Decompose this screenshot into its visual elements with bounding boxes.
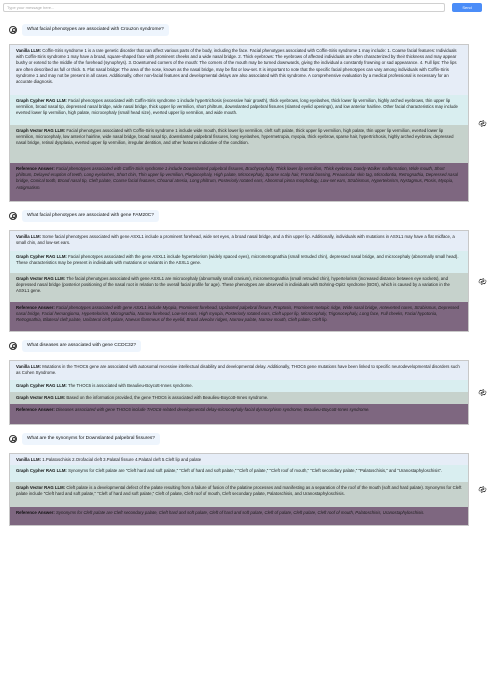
- vanilla-label: Vanilla LLM:: [16, 364, 42, 369]
- question-row: [0, 425, 503, 453]
- vector-answer-text: The facial phenotypes associated with gene ASXL1 are microcephaly (abnormally small cranium), micrometrognathia (small retruded chin), hypertelorism (increased distance between eye sockets), and depressed nasal bridge (posterior positioning of the nasal root in relation to the overall facial profile for age). These phenotypes are observed in individuals with Bohring-Opitz syndrome (BOS), which is caused by a variation in the ASXL1 gene.: [16, 276, 450, 294]
- reference-answer-box: [10, 163, 468, 201]
- vector-label: Graph Vector RAG LLM:: [16, 276, 66, 281]
- cypher-answer-text: Facial phenotypes associated with the gene ASXL1 include hypertelorism (widely spaced eyes), micrometrognathia (small retruded chin), depressed nasal bridge, and microcephaly (abnormally small head). These characteristics may be present in individuals with mutations or variants in the ASXL1 gene.: [16, 254, 459, 266]
- reference-label: Reference Answer:: [16, 407, 55, 412]
- vanilla-answer-box: [10, 454, 468, 465]
- vector-label: Graph Vector RAG LLM:: [16, 485, 66, 490]
- assistant-logo-icon: [478, 277, 487, 286]
- question-row: [0, 332, 503, 360]
- reference-label: Reference Answer:: [16, 166, 55, 171]
- question-row: [0, 16, 503, 44]
- answer-panel: [9, 44, 469, 202]
- reference-answer-box: [10, 404, 468, 424]
- cypher-answer-box: [10, 251, 468, 273]
- reference-label: Reference Answer:: [16, 510, 55, 515]
- answer-panel: [9, 453, 469, 526]
- cypher-answer-text: Synonyms for Cleft palate are "Cleft hard and soft palate," "Cleft of hard and soft palate," "Cleft of palate," "Cleft roof of mouth," "Cleft secondary palate," "Palatoschisis," and "Uranostaphyloschisis".: [68, 468, 443, 473]
- vector-label: Graph Vector RAG LLM:: [16, 128, 66, 133]
- assistant-logo-icon: [478, 485, 487, 494]
- user-avatar-icon: [9, 26, 17, 34]
- vanilla-answer-text: 1.Palatoschisis 2.Orofacial cleft 3.Palatal fissure 4.Palatal cleft 5.Cleft lip and palate: [42, 457, 202, 462]
- question-row: [0, 202, 503, 230]
- reference-answer-text: Synonyms for Cleft palate are Cleft secondary palate, Cleft hard and soft palate, Cleft of hard and soft palate, Cleft of palate, Cleft palate, Cleft roof of mouth, Palatoschisis, Uranostaphyloschisis.: [55, 510, 425, 515]
- question-bubble: What facial phenotypes are associated with gene FAM20C?: [22, 210, 159, 222]
- vanilla-label: Vanilla LLM:: [16, 48, 42, 53]
- cypher-label: Graph Cypher RAG LLM:: [16, 254, 67, 259]
- chat-transcript: [0, 16, 503, 526]
- vector-answer-text: Based on the information provided, the gene THOC6 is associated with Beaulieu-Boycott-Innes syndrome.: [66, 395, 269, 400]
- question-bubble: What are the synonyms for Downslanted palpebral fissures?: [22, 433, 160, 445]
- cypher-label: Graph Cypher RAG LLM:: [16, 98, 67, 103]
- vector-answer-box: [10, 273, 468, 302]
- vector-answer-box: [10, 125, 468, 163]
- cypher-answer-text: The THOC6 is associated with Beaulieu-Boycott-Innes syndrome.: [67, 383, 193, 388]
- user-avatar-icon: [9, 342, 17, 350]
- vanilla-answer-box: [10, 45, 468, 95]
- question-bubble: What facial phenotypes are associated with Crouzon syndrome?: [22, 24, 169, 36]
- cypher-answer-box: [10, 95, 468, 125]
- vector-answer-text: Facial phenotypes associated with Coffin-Siris syndrome 1 include wide mouth, thick lower lip vermilion, cleft soft palate, thick upper lip vermilion, high palate, thin upper lip vermilion, everted lower lip vermilion, microcephaly, low anterior hairline, wide nasal bridge, broad nasal tip, downslanted palpebral fissures, long eyelashes, hypermetropia, myopia, thick eyebrow, sparse hair, hypertrichosis, highly arched eyebrow, depressed nasal bridge, retinal dysplasia, everted upper lip vermilion, irregular dentition, and other features indicative of the condition.: [16, 128, 454, 146]
- user-avatar-icon: [9, 212, 17, 220]
- vanilla-label: Vanilla LLM:: [16, 234, 42, 239]
- reference-answer-text: Facial phenotypes associated with gene ASXL1 include Myopia, Prominent forehead, Upslanted palpebral fissure, Proptosis, Prominent metopic ridge, Wide nasal bridge, Anteverted nares, Strabismus, Depressed nasal bridge, Facial hemangioma, Hypertelorism, Micrognathia, Narrow forehead, Low-set ears, High myopia, Posteriorly rotated ears, Cleft upper lip, Microcephaly, Trigonocephaly, Long face, Full cheeks, Facial hypotonia, Retrognathia, Bilateral cleft palate, Unilateral cleft palate, Naevus flammeus of the eyelid, Broad alveolar ridges, Narrow palate, Narrow mouth, Cleft palate, Cleft lip.: [16, 305, 460, 323]
- reference-answer-box: [10, 302, 468, 331]
- vanilla-answer-text: Some facial phenotypes associated with gene ASXL1 include a prominent forehead, wide set eyes, a broad nasal bridge, and a thin upper lip. Additionally, individuals with mutations in ASXL1 may have a flat midface, a small chin, and low-set ears.: [16, 234, 455, 246]
- cypher-answer-box: [10, 380, 468, 392]
- reference-answer-text: Diseases associated with gene THOC6 include THOC6-related developmental delay-microcephaly-facial dysmorphism syndrome, Beaulieu-Boycott-Innes syndrome.: [55, 407, 370, 412]
- message-input[interactable]: [3, 3, 445, 12]
- vanilla-answer-box: [10, 231, 468, 251]
- cypher-label: Graph Cypher RAG LLM:: [16, 383, 67, 388]
- assistant-logo-icon: [478, 119, 487, 128]
- answer-panel: [9, 230, 469, 332]
- vector-answer-box: [10, 392, 468, 404]
- cypher-answer-text: Facial phenotypes associated with Coffin-Siris syndrome 1 include hypertrichosis (excessive hair growth), thick eyebrows, long eyelashes, thick lower lip vermilion, highly arched eyebrows, thin upper lip vermilion, broad nasal tip, depressed nasal bridge, wide nasal bridge, thick upper lip vermilion, short philtrum, downslanted palpebral fissures (slanted eyelid openings), and low anterior hairline. Other facial characteristics may include everted lower lip vermilion, high palate, microcephaly (small head size), everted upper lip vermilion, and wide mouth.: [16, 98, 458, 116]
- reference-label: Reference Answer:: [16, 305, 55, 310]
- question-bubble: What diseases are associated with gene CCDC32?: [22, 340, 141, 352]
- user-avatar-icon: [9, 435, 17, 443]
- reference-answer-box: [10, 507, 468, 525]
- vanilla-answer-box: [10, 361, 468, 380]
- send-button[interactable]: Send: [452, 3, 482, 12]
- vanilla-label: Vanilla LLM:: [16, 457, 42, 462]
- answer-panel: [9, 360, 469, 425]
- cypher-answer-box: [10, 465, 468, 482]
- vector-answer-box: [10, 482, 468, 507]
- vector-label: Graph Vector RAG LLM:: [16, 395, 66, 400]
- vector-answer-text: Cleft palate is a developmental defect of the palate resulting from a failure of fusion of the palatine processes and manifesting as a separation of the roof of the mouth (soft and hard palate). Synonyms for Cleft palate include "Cleft hard and soft palate," "Cleft of hard and soft palate," Cleft of palate, Cleft roof of mouth, Cleft secondary palate, Palatoschisis, and Uranostaphyloschisis.: [16, 485, 462, 497]
- vanilla-answer-text: Coffin-Siris syndrome 1 is a rare genetic disorder that can affect various parts of the body, including the face. Facial phenotypes associated with Coffin-Siris syndrome 1 may include: 1. Coarse facial features: Individuals with Coffin-Siris syndrome 1 may have a broad, square-shaped face with prominent cheeks and a wide nasal bridge. 2. Thick eyebrows: The eyebrows of affected individuals are often characterized by their thickness and may appear bushy or extend to the middle of the forehead (synophrys). 3. Downturned corners of the mouth: The corners of the mouth may be turned downwards, giving the individual a constantly frowning or sad appearance. 4. Full lips: The lips are often described as full or thick. 5. Flat nasal bridge: The area of the nose, known as the nasal bridge, may be flat or low-set. It is important to note that the specific facial phenotypes can vary among individuals with Coffin-Siris syndrome 1 and may not be present in all cases. Additionally, other non-facial features and developmental delays are also associated with this syndrome. A comprehensive evaluation by a medical professional is necessary for an accurate diagnosis.: [16, 48, 457, 85]
- reference-answer-text: Facial phenotypes associated with Coffin-Siris syndrome 1 include Downslanted palpebral fissures, Brachycephaly, Thick lower lip vermilion, Thick eyebrow, Dandy-Walker malformation, Wide mouth, Short philtrum, Delayed eruption of teeth, Long eyelashes, Short chin, Thin upper lip vermilion, Plagiocephaly, High palate, Microcephaly, Sparse scalp hair, Frontal bossing, Preauricular skin tag, Microdontia, Retrognathia, Depressed nasal bridge, Conical tooth, Broad nasal tip, Cleft palate, Coarse facial features, Choanal atresia, Long philtrum, Posteriorly rotated ears, Abnormal pinna morphology, Low-set ears, Strabismus, Hypertelorism, Nystagmus, Ptosis, Myopia, Astigmatism.: [16, 166, 458, 190]
- assistant-logo-icon: [478, 388, 487, 397]
- cypher-label: Graph Cypher RAG LLM:: [16, 468, 67, 473]
- top-bar: [0, 0, 503, 16]
- vanilla-answer-text: Mutations in the THOC6 gene are associated with autosomal recessive intellectual disability and developmental delay. Additionally, THOC6 gene mutations have been linked to specific neurodevelopmental disorders such as Cohen Syndrome.: [16, 364, 460, 376]
